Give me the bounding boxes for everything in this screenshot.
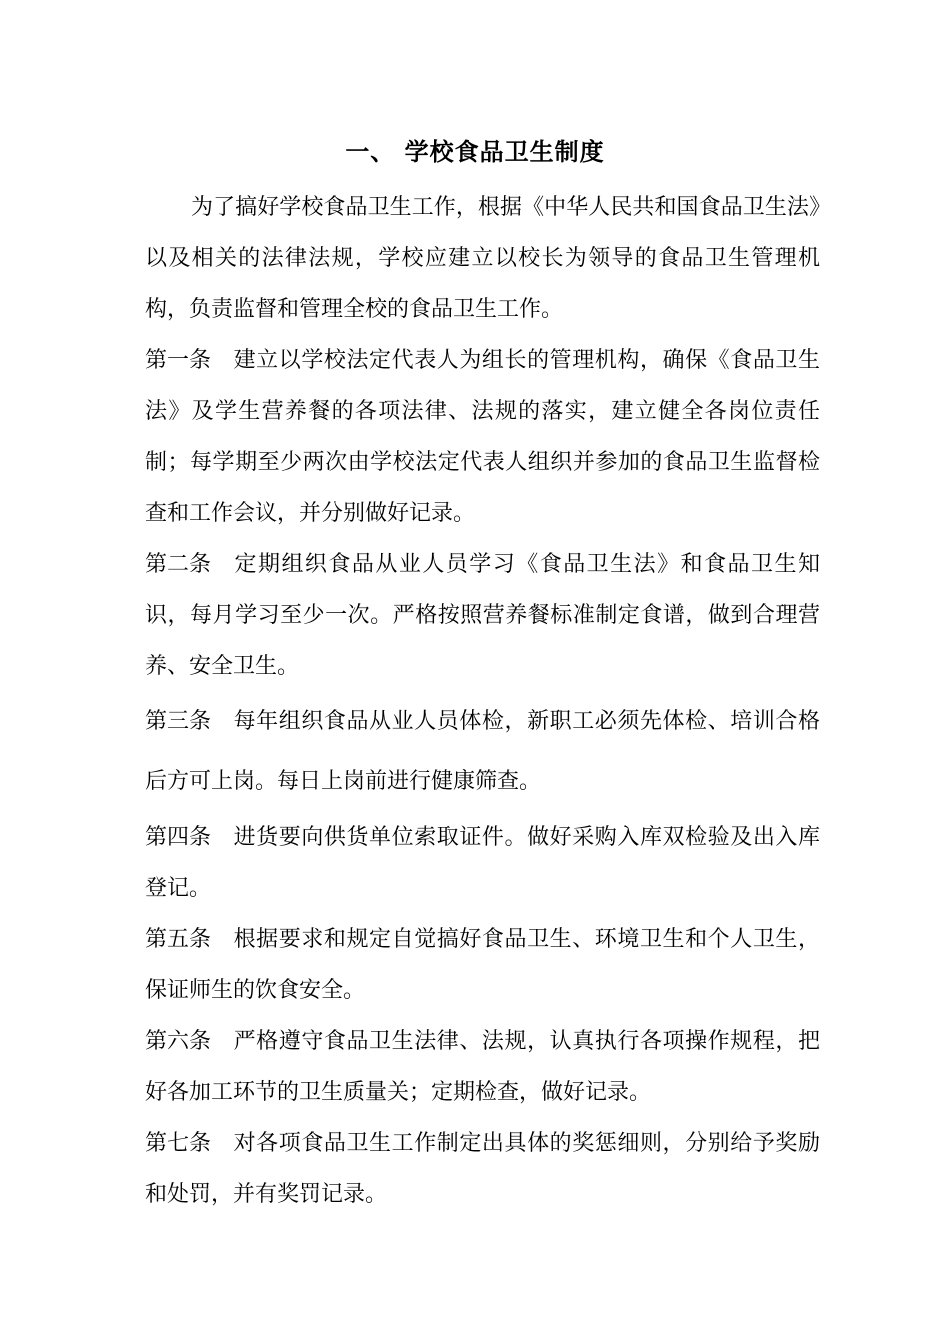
article-text: 每年组织食品从业人员体检，新职工必须先体检、培训合格后方可上岗。每日上岗前进行健康筛查。 <box>145 709 820 794</box>
article-5 <box>145 914 820 1016</box>
article-text: 进货要向供货单位索取证件。做好采购入库双检验及出入库登记。 <box>145 825 820 901</box>
article-text: 定期组织食品从业人员学习《食品卫生法》和食品卫生知识，每月学习至少一次。严格按照营养餐标准制定食谱，做到合理营养、安全卫生。 <box>145 552 820 679</box>
article-number: 第一条 <box>145 348 212 373</box>
article-number: 第五条 <box>145 927 212 952</box>
article-number: 第四条 <box>145 825 212 850</box>
intro-paragraph: 为了搞好学校食品卫生工作，根据《中华人民共和国食品卫生法》以及相关的法律法规，学校应建立以校长为领导的食品卫生管理机构，负责监督和管理全校的食品卫生工作。 <box>145 195 820 322</box>
article-text: 根据要求和规定自觉搞好食品卫生、环境卫生和个人卫生，保证师生的饮食安全。 <box>145 927 820 1003</box>
article-3 <box>145 692 820 812</box>
article-text: 严格遵守食品卫生法律、法规，认真执行各项操作规程，把好各加工环节的卫生质量关；定期检查，做好记录。 <box>145 1029 820 1105</box>
article-7 <box>145 1118 820 1220</box>
article-4 <box>145 812 820 914</box>
article-number: 第三条 <box>145 709 212 734</box>
article-2 <box>145 539 820 692</box>
article-text: 对各项食品卫生工作制定出具体的奖惩细则，分别给予奖励和处罚，并有奖罚记录。 <box>145 1131 820 1207</box>
article-number: 第七条 <box>145 1131 212 1156</box>
document-body <box>145 182 820 1220</box>
article-number: 第二条 <box>145 552 212 577</box>
article-6 <box>145 1016 820 1118</box>
article-1 <box>145 335 820 539</box>
document-title: 一、 学校食品卫生制度 <box>345 138 605 166</box>
article-number: 第六条 <box>145 1029 212 1054</box>
article-text: 建立以学校法定代表人为组长的管理机构，确保《食品卫生法》及学生营养餐的各项法律、法规的落实，建立健全各岗位责任制；每学期至少两次由学校法定代表人组织并参加的食品卫生监督检查和工作会议，并分别做好记录。 <box>145 348 820 526</box>
